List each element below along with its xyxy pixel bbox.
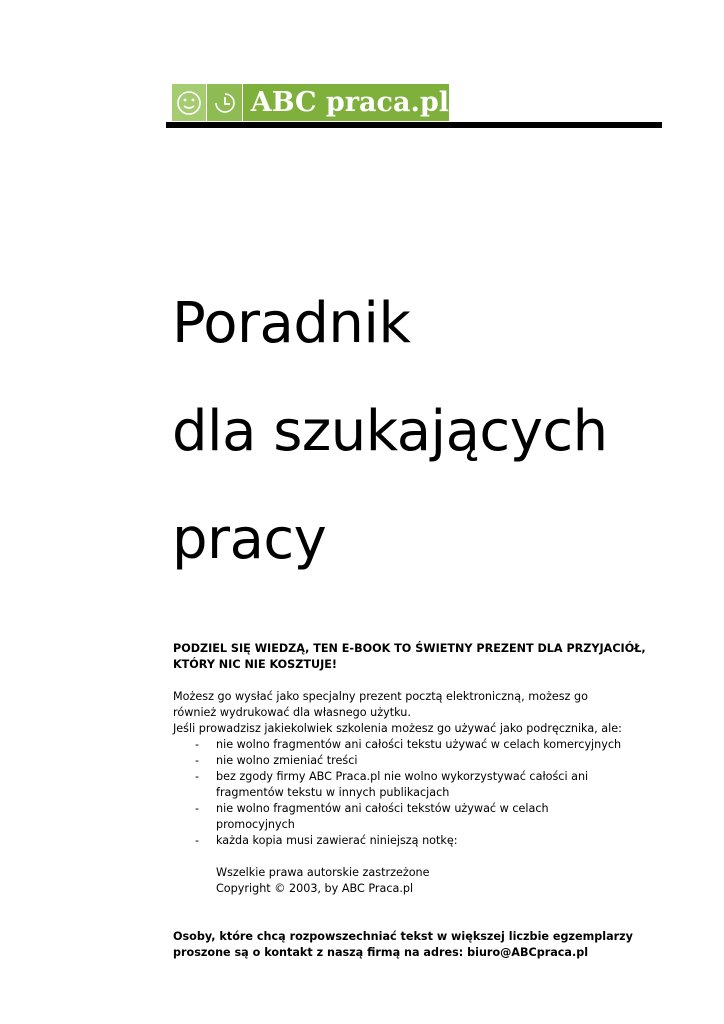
bullet-dash: - [195,802,200,815]
list-item [173,833,673,849]
list-item-text: promocyjnych [216,818,295,831]
notice-line: Wszelkie prawa autorskie zastrzeżone [216,866,430,879]
list-item [173,769,673,801]
title-line: Poradnik [172,291,411,356]
list-item [173,737,673,753]
title-line: dla szukających [172,399,608,464]
title-line: pracy [172,507,327,572]
paragraph-line: Możesz go wysłać jako specjalny prezent pocztą elektroniczną, możesz go [173,690,588,703]
clock-icon [207,84,242,121]
logo-text: ABC praca.pl [243,84,449,121]
contact-line: proszone są o kontakt z naszą firmą na adres: biuro@ABCpraca.pl [173,946,589,959]
usage-paragraph [173,689,673,737]
bullet-dash: - [195,754,200,767]
share-heading [173,641,673,673]
list-item-text: bez zgody firmy ABC Praca.pl nie wolno wykorzystywać całości ani [216,770,589,783]
list-item-text: nie wolno fragmentów ani całości tekstu używać w celach komercyjnych [216,738,622,751]
paragraph-line: również wydrukować dla własnego użytku. [173,706,411,719]
bullet-dash: - [195,834,200,847]
header-rule [166,122,662,128]
paragraph-line: Jeśli prowadzisz jakiekolwiek szkolenia możesz go używać jako podręcznika, ale: [173,722,622,735]
logo [172,84,449,121]
contact-note [173,929,673,961]
license-notice [173,641,673,961]
share-heading-line: KTÓRY NIC NIE KOSZTUJE! [173,658,337,671]
list-item-text: nie wolno fragmentów ani całości tekstów używać w celach [216,802,549,815]
list-item-text: fragmentów tekstu w innych publikacjach [216,786,450,799]
bullet-dash: - [195,738,200,751]
restrictions-list [173,737,673,849]
notice-line: Copyright © 2003, by ABC Praca.pl [216,882,414,895]
list-item [173,753,673,769]
copyright-notice [173,865,673,897]
list-item-text: każda kopia musi zawierać niniejszą notkę: [216,834,458,847]
list-item-text: nie wolno zmieniać treści [216,754,358,767]
document-title [172,270,608,594]
share-heading-line: PODZIEL SIĘ WIEDZĄ, TEN E-BOOK TO ŚWIETNY PREZENT DLA PRZYJACIÓŁ, [173,642,646,655]
contact-line: Osoby, które chcą rozpowszechniać tekst w większej liczbie egzemplarzy [173,930,633,943]
smiley-face-icon [172,84,207,121]
bullet-dash: - [195,770,200,783]
list-item [173,801,673,833]
